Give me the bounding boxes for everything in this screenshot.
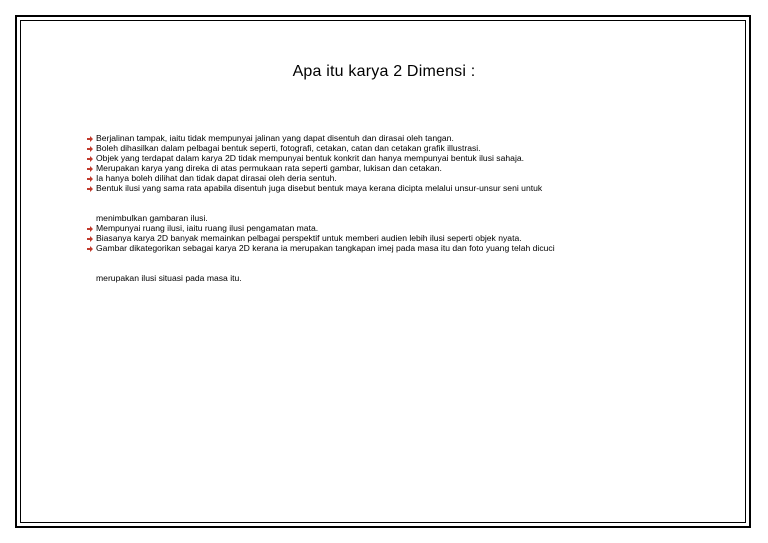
arrow-bullet-icon [86, 235, 93, 242]
list-item-text: Bentuk ilusi yang sama rata apabila disentuh juga disebut bentuk maya kerana dicipta melalui unsur-unsur seni untuk [96, 183, 543, 193]
list-item [86, 143, 706, 153]
list-item-continuation: merupakan ilusi situasi pada masa itu. [96, 273, 242, 283]
arrow-bullet-icon [86, 165, 93, 172]
list-item-text: Boleh dihasilkan dalam pelbagai bentuk seperti, fotografi, cetakan, catan dan cetakan grafik illustrasi. [96, 143, 481, 153]
list-item-text: Berjalinan tampak, iaitu tidak mempunyai jalinan yang dapat disentuh dan dirasai oleh tangan. [96, 133, 454, 143]
list-item [86, 133, 706, 143]
list-item [86, 233, 706, 243]
list-item [86, 153, 706, 163]
spacer [86, 193, 706, 213]
list-item-text: Biasanya karya 2D banyak memainkan pelbagai perspektif untuk memberi audien lebih ilusi seperti objek nyata. [96, 233, 522, 243]
list-item-text: Ia hanya boleh dilihat dan tidak dapat dirasai oleh deria sentuh. [96, 173, 337, 183]
arrow-bullet-icon [86, 245, 93, 252]
spacer [86, 253, 706, 273]
bullet-list [86, 133, 706, 283]
list-item-text: Mempunyai ruang ilusi, iaitu ruang ilusi pengamatan mata. [96, 223, 319, 233]
arrow-bullet-icon [86, 135, 93, 142]
list-item [86, 223, 706, 233]
arrow-bullet-icon [86, 145, 93, 152]
arrow-bullet-icon [86, 185, 93, 192]
list-item-text: Merupakan karya yang direka di atas permukaan rata seperti gambar, lukisan dan cetakan. [96, 163, 442, 173]
arrow-bullet-icon [86, 175, 93, 182]
list-item [86, 163, 706, 173]
list-item [86, 173, 706, 183]
list-item [86, 243, 706, 253]
arrow-bullet-icon [86, 155, 93, 162]
slide-title: Apa itu karya 2 Dimensi : [292, 63, 476, 80]
list-item-text: Objek yang terdapat dalam karya 2D tidak mempunyai bentuk konkrit dan hanya mempunyai bentuk ilusi sahaja. [96, 153, 525, 163]
arrow-bullet-icon [86, 225, 93, 232]
list-item-continuation: menimbulkan gambaran ilusi. [96, 213, 208, 223]
list-item [86, 183, 706, 193]
list-item-text: Gambar dikategorikan sebagai karya 2D kerana ia merupakan tangkapan imej pada masa itu dan foto yuang telah dicuci [96, 243, 555, 253]
